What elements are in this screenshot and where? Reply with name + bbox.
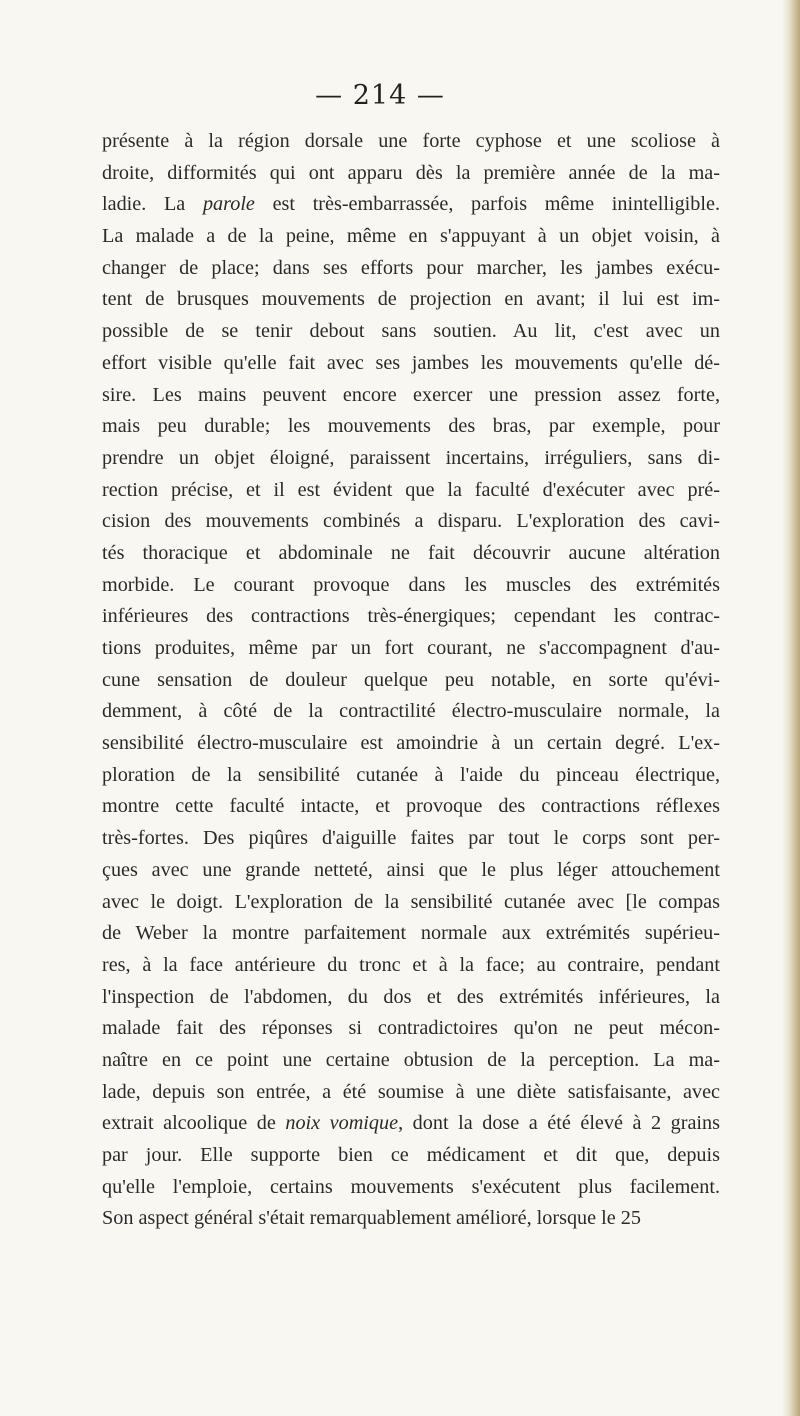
text-line: La malade a de la peine, même en s'appuyant à un objet voisin, à [102, 225, 720, 248]
text-line: présente à la région dorsale une forte cyphose et une scoliose à [102, 130, 720, 152]
text-line: sire. Les mains peuvent encore exercer une pression assez forte, [102, 383, 720, 406]
text-line: Son aspect général s'était remarquablement amélioré, lorsque le 25 [102, 1207, 641, 1230]
text-line: extrait alcoolique de noix vomique, dont la dose a été élevé à 2 grains [102, 1112, 720, 1135]
text-line: sensibilité électro-musculaire est amoindrie à un certain degré. L'ex- [102, 732, 720, 755]
text-line: mais peu durable; les mouvements des bras, par exemple, pour [102, 415, 720, 438]
text-line: naître en ce point une certaine obtusion de la perception. La ma- [102, 1048, 720, 1071]
text-line: tent de brusques mouvements de projection en avant; il lui est im- [102, 288, 720, 311]
text-line: effort visible qu'elle fait avec ses jambes les mouvements qu'elle dé- [102, 351, 720, 374]
text-line: morbide. Le courant provoque dans les muscles des extrémités [102, 573, 720, 596]
text-line: droite, difformités qui ont apparu dès la première année de la ma- [102, 161, 720, 184]
text-line: par jour. Elle supporte bien ce médicament et dit que, depuis [102, 1144, 720, 1166]
text-line: très-fortes. Des piqûres d'aiguille faites par tout le corps sont per- [102, 827, 720, 850]
text-line: tions produites, même par un fort courant, ne s'accompagnent d'au- [102, 637, 720, 659]
text-line: demment, à côté de la contractilité électro-musculaire normale, la [102, 700, 720, 723]
text-line: ladie. La parole est très-embarrassée, parfois même inintelligible. [102, 193, 720, 216]
page-number: — 214 — [315, 80, 445, 111]
body-text [102, 126, 720, 1235]
text-line: l'inspection de l'abdomen, du dos et des extrémités inférieures, la [102, 985, 720, 1008]
text-line: rection précise, et il est évident que la faculté d'exécuter avec pré- [102, 478, 720, 501]
text-line: qu'elle l'emploie, certains mouvements s'exécutent plus facilement. [102, 1175, 720, 1198]
text-line: inférieures des contractions très-énergiques; cependant les contrac- [102, 605, 720, 628]
text-line: cune sensation de douleur quelque peu notable, en sorte qu'évi- [102, 668, 720, 691]
text-line: possible de se tenir debout sans soutien. Au lit, c'est avec un [102, 320, 720, 343]
text-line: avec le doigt. L'exploration de la sensibilité cutanée avec [le compas [102, 890, 720, 913]
text-line: ploration de la sensibilité cutanée à l'aide du pinceau électrique, [102, 763, 720, 786]
text-line: lade, depuis son entrée, a été soumise à une diète satisfaisante, avec [102, 1080, 720, 1103]
text-line: de Weber la montre parfaitement normale aux extrémités supérieu- [102, 922, 720, 945]
text-line: res, à la face antérieure du tronc et à la face; au contraire, pendant [102, 953, 720, 976]
text-line: changer de place; dans ses efforts pour marcher, les jambes exécu- [102, 256, 720, 279]
text-line: cision des mouvements combinés a disparu. L'exploration des cavi- [102, 510, 720, 533]
text-line: montre cette faculté intacte, et provoque des contractions réflexes [102, 795, 720, 818]
text-line: malade fait des réponses si contradictoires qu'on ne peut mécon- [102, 1017, 720, 1040]
text-line: prendre un objet éloigné, paraissent incertains, irréguliers, sans di- [102, 446, 720, 469]
text-line: çues avec une grande netteté, ainsi que le plus léger attouchement [102, 858, 720, 881]
page-edge-shadow [782, 0, 800, 1416]
text-line: tés thoracique et abdominale ne fait découvrir aucune altération [102, 541, 720, 564]
